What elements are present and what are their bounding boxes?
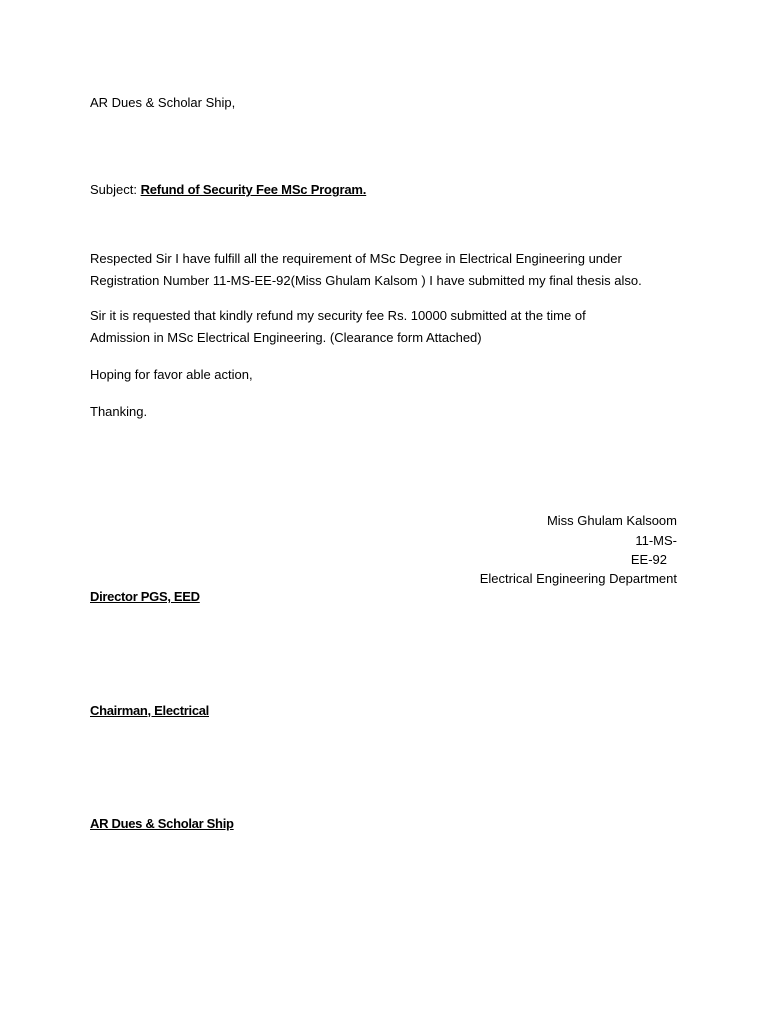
body-paragraph-2 <box>90 305 690 349</box>
paragraph-line: Sir it is requested that kindly refund my security fee Rs. 10000 submitted at the time of <box>90 308 586 323</box>
signature-reg-line-1: 11-MS- <box>635 533 677 548</box>
routing-ar-dues: AR Dues & Scholar Ship <box>90 816 234 831</box>
routing-director: Director PGS, EED <box>90 589 200 604</box>
paragraph-line: Respected Sir I have fulfill all the requirement of MSc Degree in Electrical Engineering under <box>90 251 622 266</box>
body-paragraph-1 <box>90 248 690 292</box>
paragraph-line: Registration Number 11-MS-EE-92(Miss Ghulam Kalsom ) I have submitted my final thesis also. <box>90 273 642 288</box>
closing-line: Hoping for favor able action, <box>90 367 253 382</box>
addressee-line: AR Dues & Scholar Ship, <box>90 95 236 110</box>
subject-label: Subject: <box>90 182 141 197</box>
signature-name: Miss Ghulam Kalsoom <box>546 513 677 528</box>
signature-reg-line-2: EE-92 <box>630 552 667 567</box>
signature-block <box>480 511 677 588</box>
thanks-line: Thanking. <box>90 404 148 419</box>
subject-title: Refund of Security Fee MSc Program. <box>140 182 367 197</box>
signature-department: Electrical Engineering Department <box>479 571 677 586</box>
paragraph-line: Admission in MSc Electrical Engineering. (Clearance form Attached) <box>90 330 482 345</box>
routing-chairman: Chairman, Electrical <box>90 703 209 718</box>
subject-line <box>90 179 366 201</box>
